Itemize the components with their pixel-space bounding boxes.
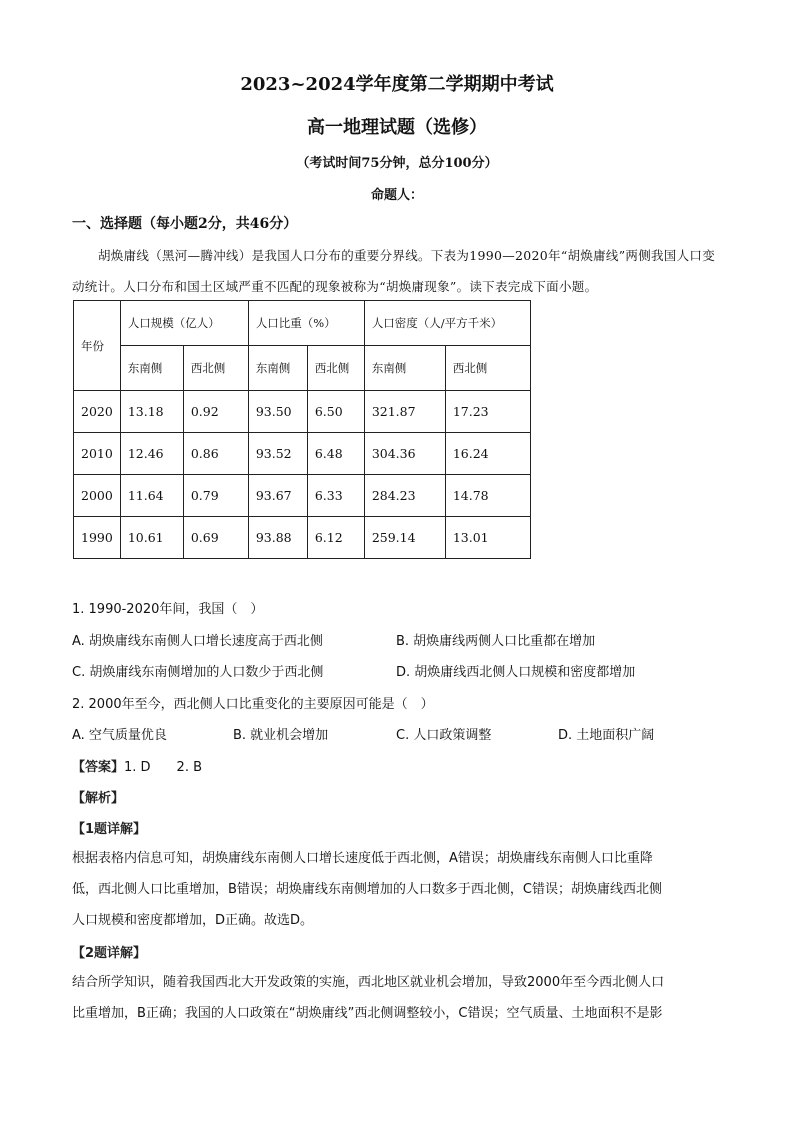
table-row xyxy=(74,433,531,475)
table-cell: 13.18 xyxy=(120,391,183,433)
table-cell: 93.50 xyxy=(248,391,307,433)
table-cell: 11.64 xyxy=(120,475,183,517)
table-cell: 0.92 xyxy=(183,391,248,433)
table-subheader: 西北侧 xyxy=(307,346,364,391)
table-row xyxy=(74,475,531,517)
table-header-group: 人口密度（人/平方千米） xyxy=(364,301,530,346)
table-row xyxy=(74,391,531,433)
question-2-option-c: C. 人口政策调整 xyxy=(396,728,492,743)
table-cell: 1990 xyxy=(74,517,121,559)
answer-line xyxy=(72,756,202,775)
table-cell: 93.88 xyxy=(248,517,307,559)
question-2-option-b: B. 就业机会增加 xyxy=(233,728,329,743)
intro-paragraph: 胡焕庸线（黑河—腾冲线）是我国人口分布的重要分界线。下表为1990—2020年“胡焕庸线”两侧我国人口变动统计。人口分布和国土区域严重不匹配的现象被称为“胡焕庸现象”。读下表完成下面小题。 xyxy=(72,248,716,294)
detail-1-body xyxy=(72,843,724,936)
exam-subtitle: 高一地理试题（选修） xyxy=(307,117,487,138)
table-cell: 93.52 xyxy=(248,433,307,475)
table-cell: 0.69 xyxy=(183,517,248,559)
table-cell: 304.36 xyxy=(364,433,445,475)
table-cell: 14.78 xyxy=(445,475,530,517)
analysis-label xyxy=(72,787,124,806)
table-subheader: 东南侧 xyxy=(364,346,445,391)
detail-1-label xyxy=(72,818,146,837)
table-cell: 17.23 xyxy=(445,391,530,433)
question-1-option-d: D. 胡焕庸线西北侧人口规模和密度都增加 xyxy=(396,665,636,680)
section-title: 一、选择题（每小题2分，共46分） xyxy=(72,216,298,232)
question-2-stem: 2. 2000年至今，西北侧人口比重变化的主要原因可能是（ ） xyxy=(72,697,434,712)
table-cell: 10.61 xyxy=(120,517,183,559)
table-cell: 321.87 xyxy=(364,391,445,433)
question-1-option-b: B. 胡焕庸线两侧人口比重都在增加 xyxy=(396,634,596,649)
table-cell: 0.86 xyxy=(183,433,248,475)
table-subheader: 东南侧 xyxy=(248,346,307,391)
table-cell: 16.24 xyxy=(445,433,530,475)
table-header-row xyxy=(74,301,531,346)
table-subheader: 东南侧 xyxy=(120,346,183,391)
exam-author: 命题人： xyxy=(370,188,423,203)
table-cell: 284.23 xyxy=(364,475,445,517)
analysis-label-text: 【解析】 xyxy=(72,791,125,806)
detail-2-label-text: 【2题详解】 xyxy=(72,946,147,961)
table-cell: 6.48 xyxy=(307,433,364,475)
table-header-group: 人口比重（%） xyxy=(248,301,364,346)
table-cell: 2020 xyxy=(74,391,121,433)
question-1-option-c: C. 胡焕庸线东南侧增加的人口数少于西北侧 xyxy=(72,665,324,680)
table-cell: 12.46 xyxy=(120,433,183,475)
table-cell: 0.79 xyxy=(183,475,248,517)
detail-1-line: 人口规模和密度都增加，D正确。故选D。 xyxy=(72,913,314,928)
table-header-year: 年份 xyxy=(74,301,121,391)
detail-2-line: 结合所学知识，随着我国西北大开发政策的实施，西北地区就业机会增加，导致2000年至今西北侧人口 xyxy=(72,975,665,990)
population-table xyxy=(73,300,531,559)
exam-title: 2023~2024学年度第二学期期中考试 xyxy=(240,74,554,95)
table-cell: 13.01 xyxy=(445,517,530,559)
table-cell: 6.33 xyxy=(307,475,364,517)
detail-1-line: 低，西北侧人口比重增加，B错误；胡焕庸线东南侧增加的人口数多于西北侧，C错误；胡焕庸线西北侧 xyxy=(72,882,662,897)
question-2-option-a: A. 空气质量优良 xyxy=(72,728,167,743)
detail-2-body xyxy=(72,967,724,1029)
question-1-stem: 1. 1990-2020年间，我国（ ） xyxy=(72,602,264,617)
table-subheader: 西北侧 xyxy=(183,346,248,391)
table-cell: 6.50 xyxy=(307,391,364,433)
detail-1-label-text: 【1题详解】 xyxy=(72,822,147,837)
table-cell: 2000 xyxy=(74,475,121,517)
answer-text: 1. D 2. B xyxy=(124,760,203,775)
detail-1-line: 根据表格内信息可知，胡焕庸线东南侧人口增长速度低于西北侧，A错误；胡焕庸线东南侧人口比重降 xyxy=(72,851,653,866)
table-subheader-row xyxy=(74,346,531,391)
table-cell: 93.67 xyxy=(248,475,307,517)
table-row xyxy=(74,517,531,559)
table-cell: 2010 xyxy=(74,433,121,475)
question-2-option-d: D. 土地面积广阔 xyxy=(558,728,655,743)
question-1-option-a: A. 胡焕庸线东南侧人口增长速度高于西北侧 xyxy=(72,634,323,649)
table-cell: 6.12 xyxy=(307,517,364,559)
table-header-group: 人口规模（亿人） xyxy=(120,301,248,346)
table-subheader: 西北侧 xyxy=(445,346,530,391)
detail-2-line: 比重增加，B正确；我国的人口政策在“胡焕庸线”西北侧调整较小，C错误；空气质量、土地面积不是影 xyxy=(72,1006,663,1021)
table-cell: 259.14 xyxy=(364,517,445,559)
answer-label: 【答案】 xyxy=(72,760,125,775)
detail-2-label xyxy=(72,942,146,961)
exam-info: （考试时间75分钟，总分100分） xyxy=(296,156,498,171)
